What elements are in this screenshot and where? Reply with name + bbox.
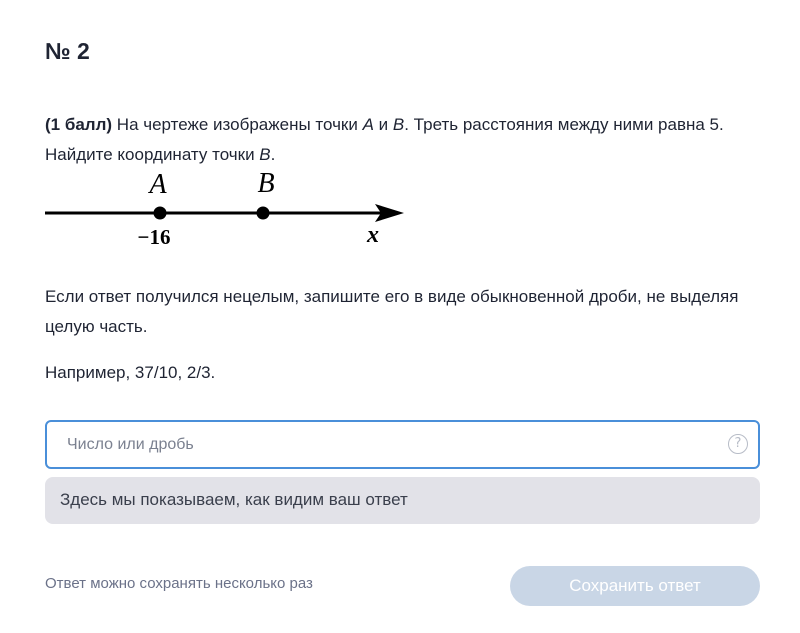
axis-label-x: x — [367, 222, 379, 248]
point-b-dot — [257, 207, 270, 220]
statement-text-2: . Треть расстояния между ними равна 5. Найдите координату точки — [45, 115, 724, 164]
answer-preview: Здесь мы показываем, как видим ваш ответ — [45, 477, 760, 524]
point-b-ref: B — [392, 115, 405, 134]
point-a-dot — [154, 207, 167, 220]
point-b-ref-2: B — [259, 145, 271, 164]
point-a-coordinate: −16 — [137, 225, 171, 249]
point-a-label: A — [149, 169, 167, 200]
statement-text-end: . — [270, 145, 276, 164]
question-circle-icon[interactable]: ? — [728, 434, 748, 454]
save-answer-button[interactable]: Сохранить ответ — [510, 566, 760, 606]
answer-field[interactable] — [45, 420, 760, 469]
task-statement — [45, 110, 765, 170]
number-line-figure — [40, 168, 420, 250]
statement-text-1: На чертеже изображены точки — [112, 115, 363, 134]
save-hint: Ответ можно сохранять несколько раз — [45, 575, 313, 592]
answer-example: Например, 37/10, 2/3. — [45, 363, 216, 382]
point-b-label: B — [257, 168, 275, 199]
answer-format-note: Если ответ получился нецелым, запишите его в виде обыкновенной дроби, не выделяя целую часть. — [45, 287, 739, 336]
answer-input[interactable] — [47, 422, 707, 467]
statement-text-and: и — [373, 115, 393, 134]
point-a-ref: A — [362, 115, 374, 134]
task-number: № 2 — [45, 38, 90, 64]
task-points: (1 балл) — [45, 115, 113, 134]
